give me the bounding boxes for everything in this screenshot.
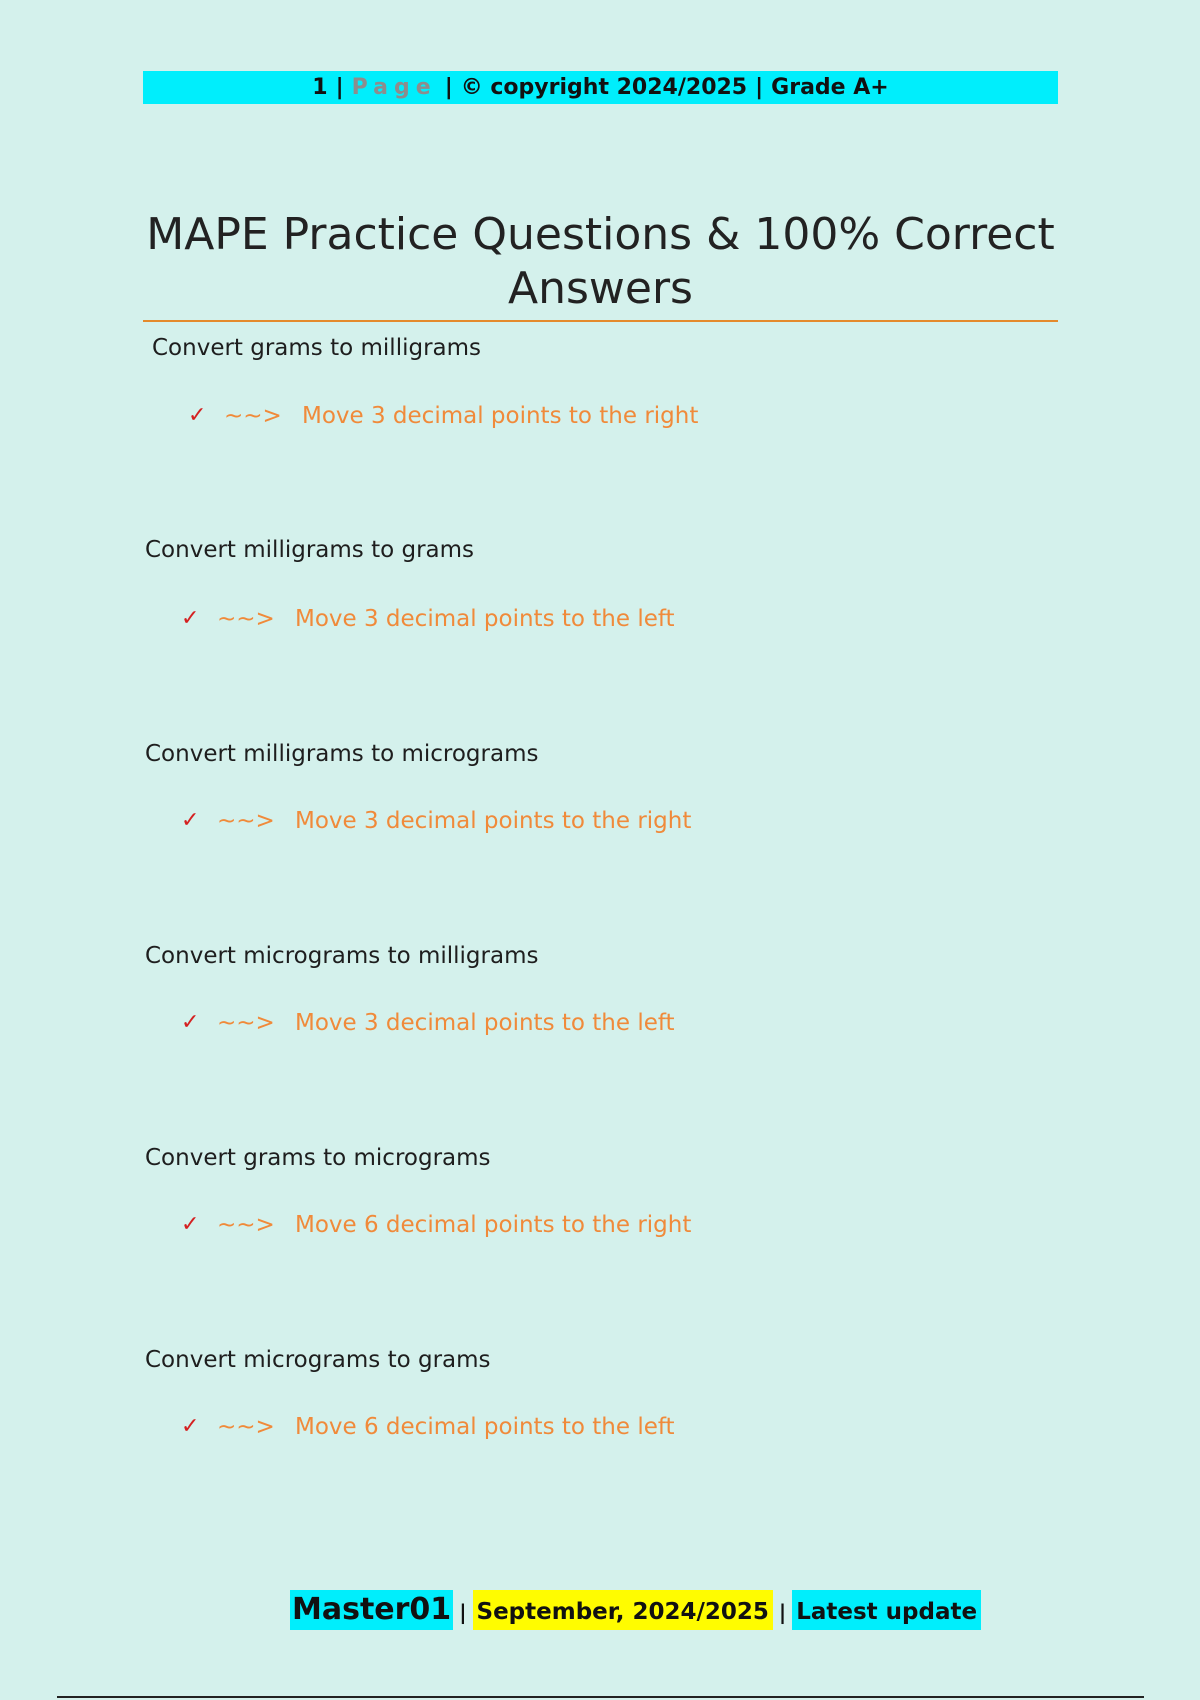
page-number: 1 — [312, 75, 328, 100]
checkmark-icon: ✓ — [181, 808, 200, 833]
answer-row — [145, 1212, 1045, 1242]
qa-item — [145, 741, 1045, 838]
answer-text: Move 3 decimal points to the left — [295, 1010, 675, 1036]
checkmark-icon: ✓ — [181, 1414, 200, 1439]
footer-separator: | — [778, 1600, 787, 1624]
question-text: Convert milligrams to micrograms — [145, 741, 539, 767]
qa-item — [145, 1347, 1045, 1444]
grade-text: Grade A+ — [771, 75, 889, 100]
arrow-text: ~~> — [217, 1212, 275, 1238]
answer-text: Move 3 decimal points to the left — [295, 606, 675, 632]
question-text: Convert micrograms to grams — [145, 1347, 491, 1373]
answer-text: Move 6 decimal points to the left — [295, 1414, 675, 1440]
arrow-text: ~~> — [217, 1414, 275, 1440]
page-label: Page — [351, 75, 437, 100]
checkmark-icon: ✓ — [181, 1010, 200, 1035]
checkmark-icon: ✓ — [181, 606, 200, 631]
answer-text: Move 3 decimal points to the right — [302, 403, 699, 429]
footer-date: September, 2024/2025 — [473, 1590, 773, 1630]
answer-row — [145, 808, 1045, 838]
question-text: Convert grams to micrograms — [145, 1145, 491, 1171]
arrow-text: ~~> — [224, 403, 282, 429]
header-separator: | — [335, 75, 344, 100]
answer-text: Move 6 decimal points to the right — [295, 1212, 692, 1238]
question-text: Convert micrograms to milligrams — [145, 943, 539, 969]
header-separator: | — [755, 75, 764, 100]
footer-latest-update: Latest update — [792, 1590, 981, 1630]
page-header — [143, 71, 1058, 104]
answer-row — [145, 1414, 1045, 1444]
page-footer — [290, 1590, 981, 1630]
arrow-text: ~~> — [217, 808, 275, 834]
qa-item — [145, 1145, 1045, 1242]
answer-text: Move 3 decimal points to the right — [295, 808, 692, 834]
header-separator: | — [444, 75, 453, 100]
title-divider — [143, 320, 1058, 322]
document-title: MAPE Practice Questions & 100% Correct Answers — [146, 209, 1055, 314]
arrow-text: ~~> — [217, 1010, 275, 1036]
question-text: Convert grams to milligrams — [152, 335, 482, 361]
checkmark-icon: ✓ — [181, 1212, 200, 1237]
footer-separator: | — [459, 1600, 467, 1624]
answer-row — [152, 403, 1052, 433]
bottom-divider — [57, 1696, 1144, 1698]
copyright-text: © copyright 2024/2025 — [460, 75, 748, 100]
qa-item — [145, 943, 1045, 1040]
qa-item — [145, 537, 1045, 636]
checkmark-icon: ✓ — [188, 403, 207, 428]
answer-row — [145, 606, 1045, 636]
qa-item — [152, 335, 1052, 433]
question-text: Convert milligrams to grams — [145, 537, 475, 563]
arrow-text: ~~> — [217, 606, 275, 632]
footer-brand: Master01 — [290, 1590, 453, 1630]
answer-row — [145, 1010, 1045, 1040]
